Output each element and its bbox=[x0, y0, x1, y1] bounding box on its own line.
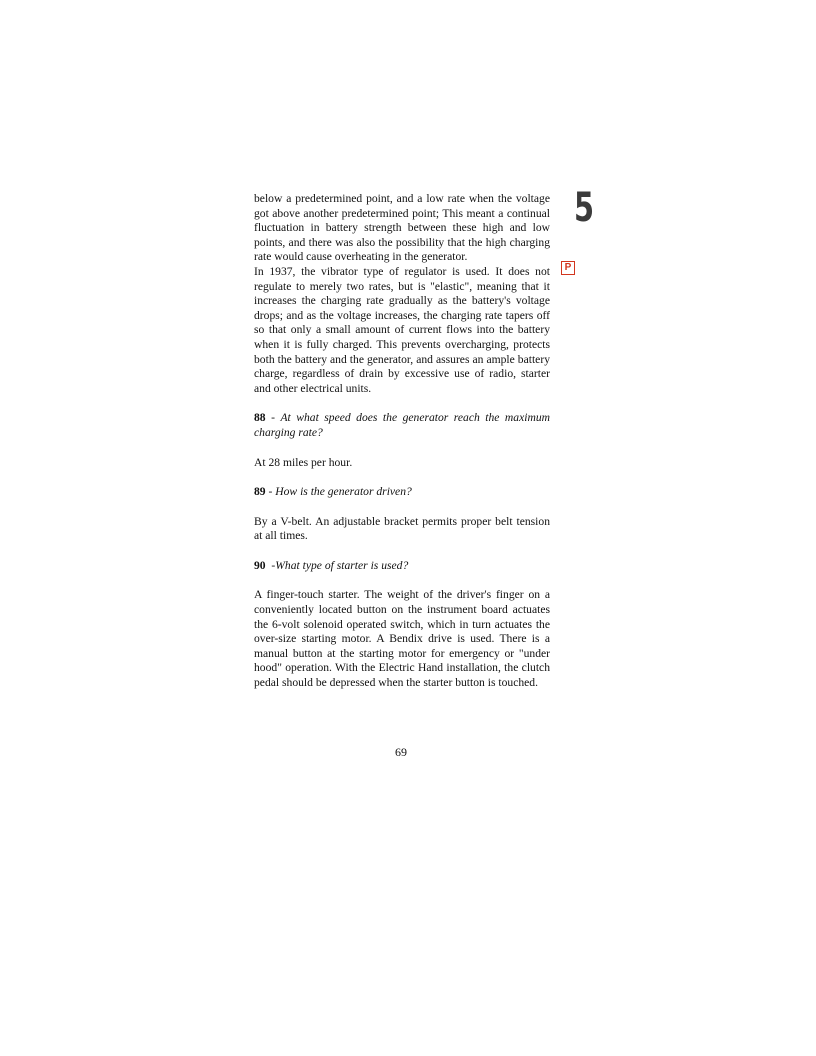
spacer bbox=[254, 441, 550, 456]
question-number: 90 bbox=[254, 558, 266, 572]
spacer bbox=[254, 396, 550, 411]
answer-88: At 28 miles per hour. bbox=[254, 455, 353, 469]
answer-89: By a V-belt. An adjustable bracket permits proper belt tension at all times. bbox=[254, 514, 550, 543]
question-number: 88 bbox=[254, 411, 266, 425]
answer-90: A finger-touch starter. The weight of the driver's finger on a conveniently located button on the instrument board actuates the 6-volt solenoid operated switch, which in turn actuates the over-size starting motor. A Bendix drive is used. There is a manual button at the starting motor for emergency or "under hood" operation. With the Electric Hand installation, the clutch pedal should be depressed when the starter button is touched. bbox=[254, 588, 550, 690]
paragraph-vibrator-regulator: In 1937, the vibrator type of regulator is used. It does not regulate to merely two rates, but is "elastic", meaning that it increases the charging rate gradually as the battery's voltage drops; and as the voltage increases, the charging rate tapers off so that only a small amount of current flows into the battery when it is fully charged. This prevents overcharging, protects both the battery and the generator, and assures an ample battery charge, regardless of drain by excessive use of radio, starter and other electrical units. bbox=[254, 264, 550, 395]
spacer bbox=[254, 470, 550, 485]
question-text: What type of starter is used? bbox=[275, 558, 409, 572]
question-number: 89 bbox=[254, 485, 266, 499]
question-89 bbox=[254, 485, 550, 500]
question-88 bbox=[254, 411, 550, 440]
question-90 bbox=[254, 559, 550, 574]
chapter-marker: 5 bbox=[574, 185, 595, 231]
spacer bbox=[254, 573, 550, 588]
p-badge-icon[interactable]: P bbox=[561, 261, 575, 275]
question-text: How is the generator driven? bbox=[275, 485, 412, 499]
spacer bbox=[254, 500, 550, 515]
page-number: 69 bbox=[395, 745, 407, 759]
paragraph-continuation: below a predetermined point, and a low rate when the voltage got above another predetermined point; This meant a continual fluctuation in battery strength between these high and low points, and there was also the possibility that the high charging rate would cause overheating in the generator. bbox=[254, 192, 550, 264]
question-separator: - bbox=[265, 411, 281, 425]
spacer bbox=[254, 544, 550, 559]
question-separator: - bbox=[265, 558, 276, 572]
text-column bbox=[254, 192, 550, 691]
question-text: At what speed does the generator reach the maximum charging rate? bbox=[254, 411, 550, 439]
question-separator: - bbox=[265, 485, 276, 499]
